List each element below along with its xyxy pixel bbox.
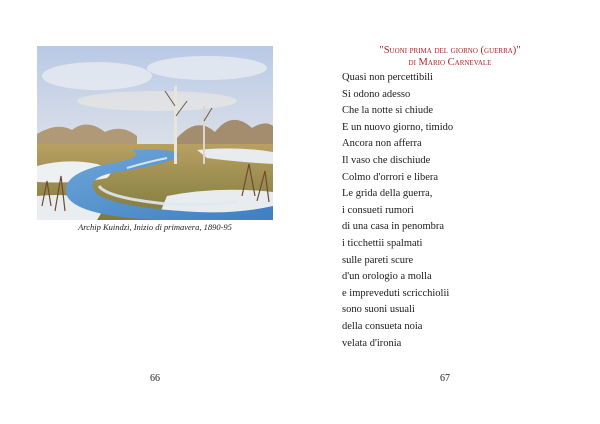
poem-line: E un nuovo giorno, timido (342, 121, 454, 133)
poem-line: sono suoni usuali (342, 304, 415, 316)
landscape-painting-icon (37, 46, 273, 220)
poem-body (342, 70, 453, 352)
page-number-left: 66 (150, 373, 160, 384)
poem-line: velata d'ironia (342, 337, 402, 349)
poem-line: Le grida della guerra, (342, 188, 433, 200)
poem-line: Il vaso che dischiude (342, 154, 431, 166)
poem-line: Che la notte si chiude (342, 105, 433, 117)
poem-line: e impreveduti scricchiolii (342, 287, 450, 299)
poem-line: sulle pareti scure (342, 254, 414, 266)
poem-line: della consueta noia (342, 320, 423, 332)
poem-line: Colmo d'orrori e libera (342, 171, 439, 183)
page-number-right: 67 (440, 373, 450, 384)
poem-line: Si odono adesso (342, 88, 411, 100)
painting-caption: Archip Kuindzi, Inizio di primavera, 1890-95 (78, 222, 232, 232)
poem-title: "Suoni prima del giorno (guerra)" (379, 45, 521, 56)
poem-line: Ancora non afferra (342, 138, 422, 150)
right-page (300, 0, 600, 424)
poem-line: Quasi non percettibili (342, 72, 433, 83)
poem-line: di una casa in penombra (342, 221, 445, 233)
poem-line: i ticchettii spalmati (342, 237, 423, 249)
poem-line: d'un orologio a molla (342, 271, 432, 283)
poem-heading (300, 45, 600, 69)
poem-author: di Mario Carnevale (408, 57, 492, 68)
poem-line: i consueti rumori (342, 204, 414, 216)
